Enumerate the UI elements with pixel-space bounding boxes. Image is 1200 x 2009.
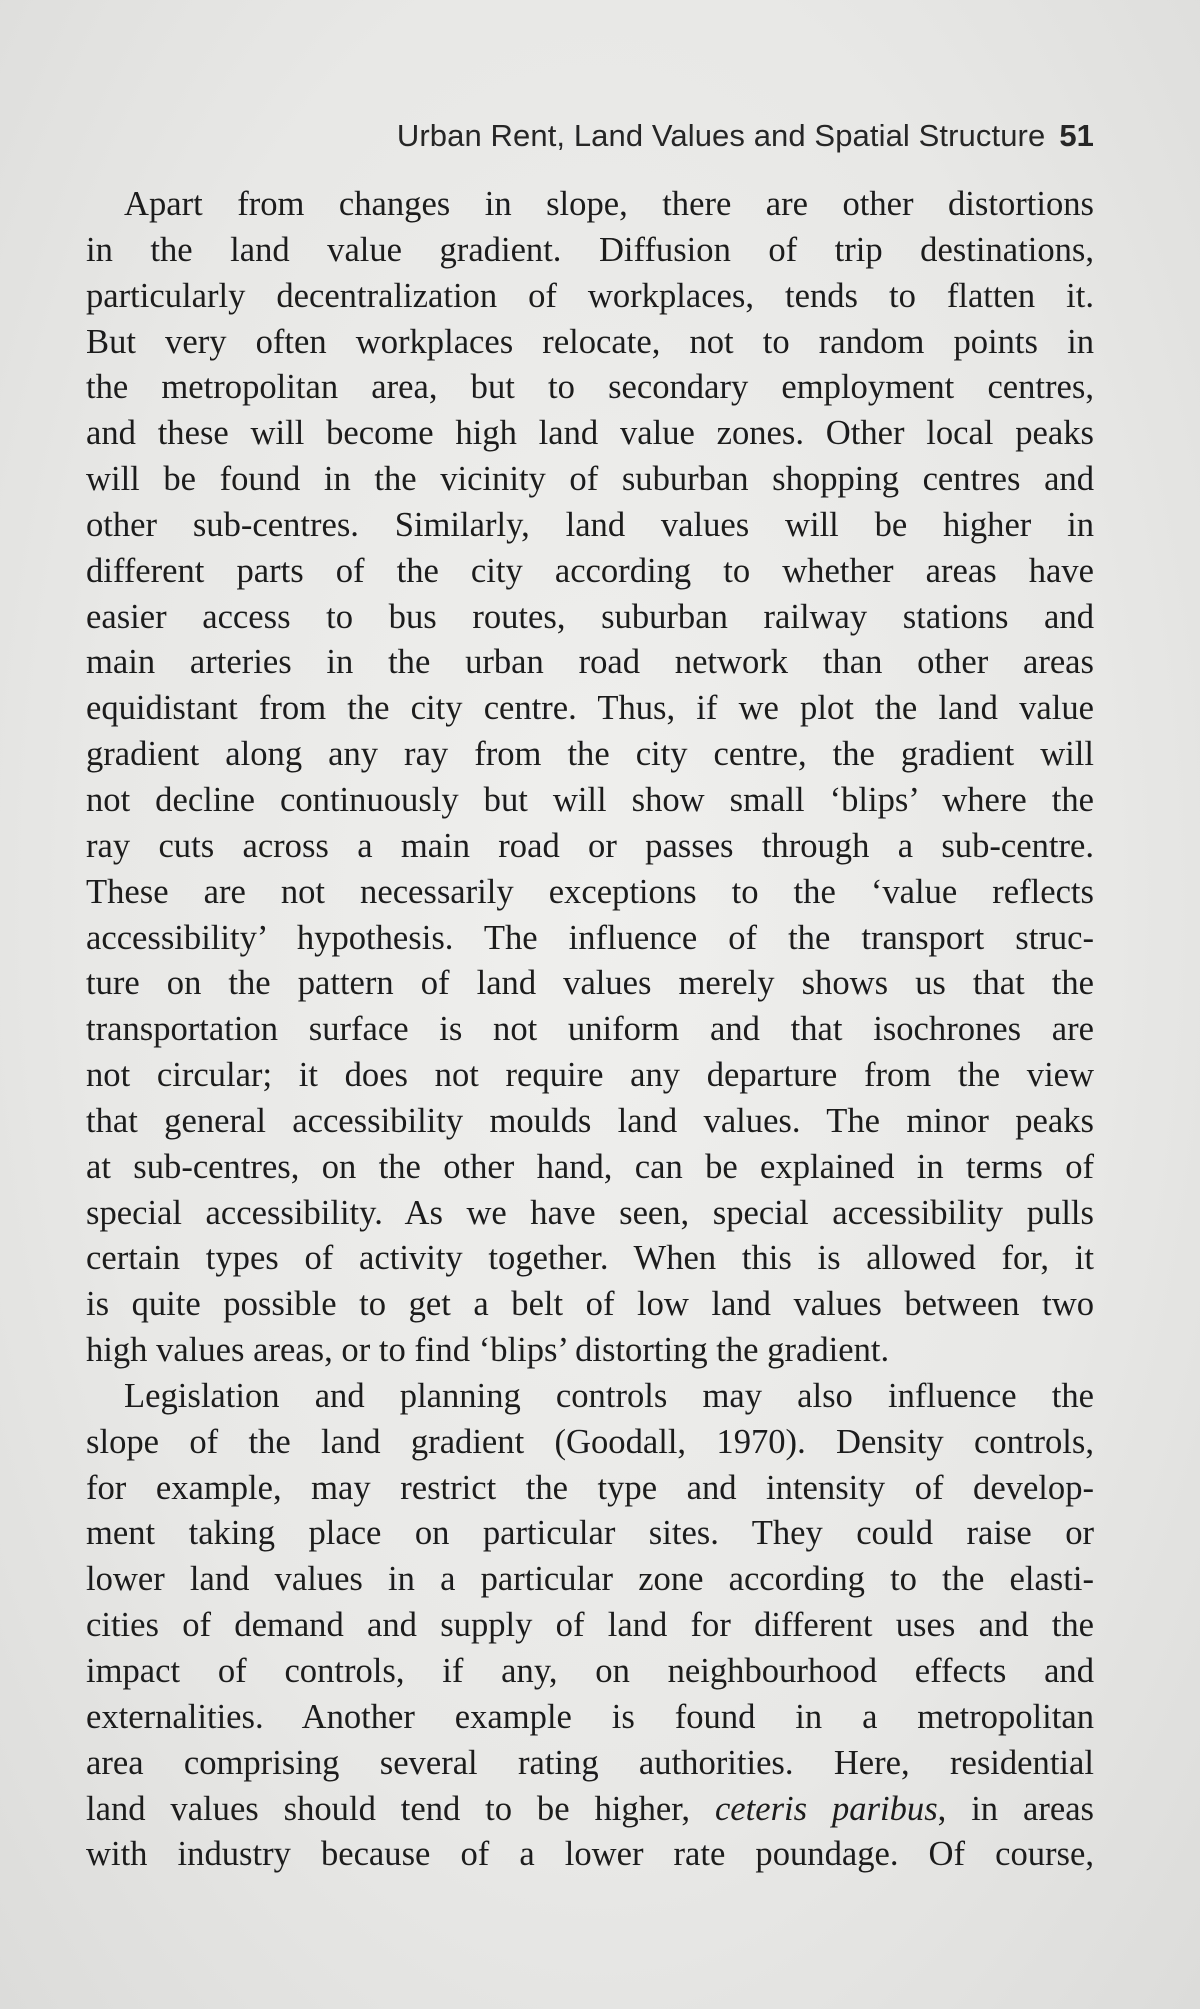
- text-line: equidistant from the city centre. Thus, if we plot the land value: [86, 689, 1094, 728]
- italic-phrase: ceteris paribus: [714, 1789, 938, 1828]
- text-line: cities of demand and supply of land for different uses and the: [86, 1606, 1094, 1645]
- text-line: These are not necessarily exceptions to the ‘value reflects: [86, 872, 1094, 911]
- text-line: not decline continuously but will show small ‘blips’ where the: [86, 780, 1094, 819]
- italic-line-before: land values should tend to be higher,: [86, 1789, 715, 1828]
- text-line: main arteries in the urban road network than other areas: [86, 643, 1094, 682]
- text-line: is quite possible to get a belt of low land values between two: [86, 1285, 1094, 1324]
- text-line: But very often workplaces relocate, not to random points in: [86, 322, 1094, 361]
- paragraph-1: [86, 182, 1094, 1374]
- text-line: not circular; it does not require any departure from the view: [86, 1056, 1094, 1095]
- text-line: area comprising several rating authorities. Here, residential: [86, 1743, 1094, 1782]
- text-line: particularly decentralization of workplaces, tends to flatten it.: [86, 276, 1094, 315]
- text-line: the metropolitan area, but to secondary employment centres,: [86, 368, 1094, 407]
- text-line: ment taking place on particular sites. They could raise or: [86, 1514, 1094, 1553]
- text-line: for example, may restrict the type and intensity of develop-: [86, 1468, 1094, 1507]
- text-line: at sub-centres, on the other hand, can be explained in terms of: [86, 1147, 1094, 1186]
- text-line: externalities. Another example is found in a metropolitan: [86, 1697, 1094, 1736]
- text-line: different parts of the city according to whether areas have: [86, 551, 1094, 590]
- running-header: [86, 118, 1094, 154]
- text-line: Legislation and planning controls may also influence the: [124, 1376, 1094, 1415]
- text-line: ray cuts across a main road or passes through a sub-centre.: [86, 826, 1094, 865]
- text-line: in the land value gradient. Diffusion of trip destinations,: [86, 230, 1094, 269]
- text-line-with-italic: [86, 1787, 1094, 1833]
- body-text: [86, 182, 1094, 1878]
- text-line: with industry because of a lower rate poundage. Of course,: [86, 1835, 1094, 1874]
- text-line: Apart from changes in slope, there are other distortions: [124, 185, 1094, 223]
- paragraph-2: [86, 1374, 1094, 1878]
- text-line: easier access to bus routes, suburban railway stations and: [86, 597, 1094, 636]
- text-line: that general accessibility moulds land values. The minor peaks: [86, 1101, 1094, 1140]
- text-line: other sub-centres. Similarly, land values will be higher in: [86, 505, 1094, 544]
- text-line: impact of controls, if any, on neighbourhood effects and: [86, 1652, 1094, 1690]
- text-line: will be found in the vicinity of suburban shopping centres and: [86, 460, 1094, 499]
- running-title: Urban Rent, Land Values and Spatial Structure: [396, 118, 1046, 153]
- text-line: slope of the land gradient (Goodall, 1970). Density controls,: [86, 1422, 1094, 1461]
- page-number: 51: [1059, 118, 1094, 153]
- text-line: transportation surface is not uniform and that isochrones are: [86, 1010, 1094, 1049]
- text-line: high values areas, or to find ‘blips’ distorting the gradient.: [86, 1331, 890, 1370]
- text-line: special accessibility. As we have seen, special accessibility pulls: [86, 1193, 1094, 1232]
- text-line: lower land values in a particular zone according to the elasti-: [86, 1560, 1094, 1599]
- text-line: accessibility’ hypothesis. The influence of the transport struc-: [86, 918, 1094, 957]
- text-line: ture on the pattern of land values merely shows us that the: [86, 964, 1094, 1003]
- text-line: and these will become high land value zones. Other local peaks: [86, 414, 1094, 453]
- italic-line-after: , in areas: [937, 1789, 1094, 1828]
- text-line: certain types of activity together. When this is allowed for, it: [86, 1239, 1094, 1278]
- text-line: gradient along any ray from the city centre, the gradient will: [86, 735, 1094, 774]
